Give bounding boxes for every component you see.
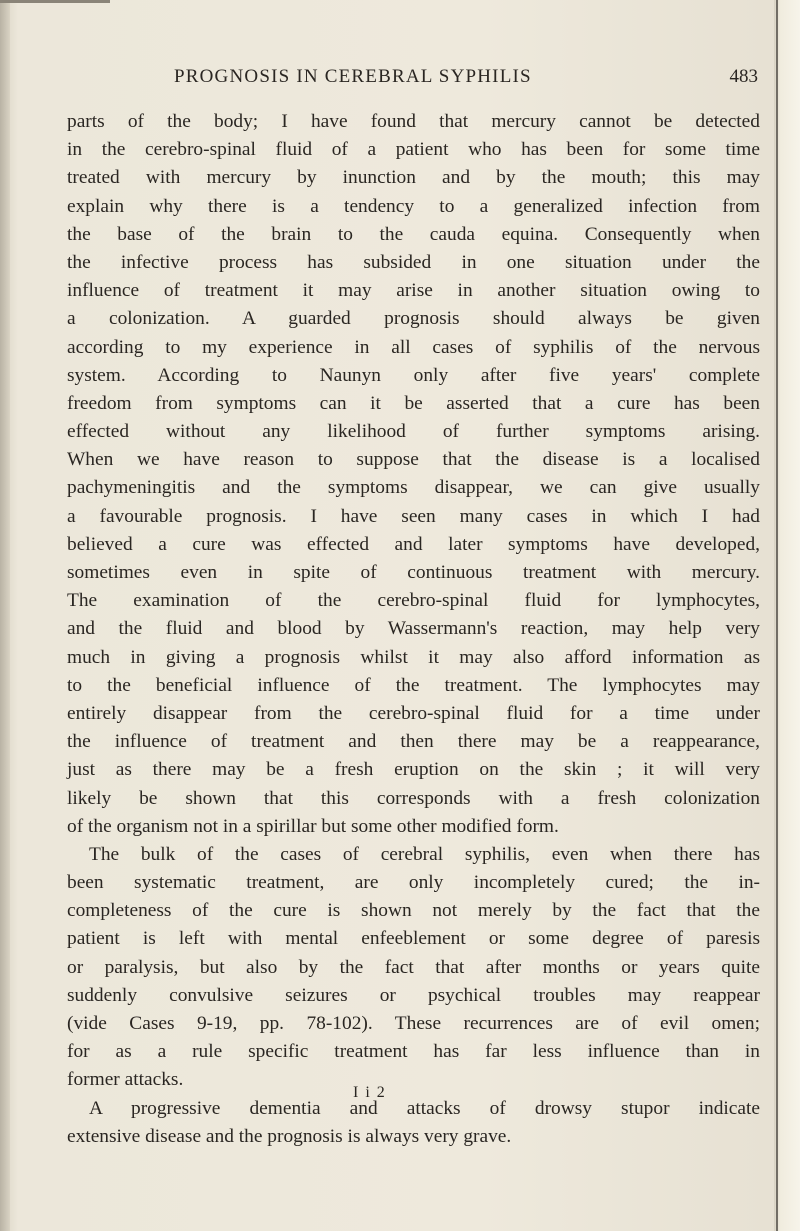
text-line: a colonization. A guarded prognosis should always be given <box>67 308 760 330</box>
text-line: or paralysis, but also by the fact that after months or years quite <box>67 956 760 978</box>
text-line: likely be shown that this corresponds with a fresh colonization <box>67 787 760 809</box>
page-gutter-shadow <box>0 0 10 1231</box>
text-line: just as there may be a fresh eruption on the skin ; it will very <box>67 759 760 781</box>
text-line: the base of the brain to the cauda equina. Consequently when <box>67 223 760 245</box>
text-line: treated with mercury by inunction and by the mouth; this may <box>67 167 760 189</box>
text-line: suddenly convulsive seizures or psychical troubles may reappear <box>67 984 760 1006</box>
text-line: a favourable prognosis. I have seen many cases in which I had <box>67 505 760 527</box>
top-edge-rule <box>0 0 110 3</box>
paragraph <box>67 841 760 1095</box>
text-line: system. According to Naunyn only after five years' complete <box>67 364 760 386</box>
text-line: freedom from symptoms can it be asserted that a cure has been <box>67 392 760 414</box>
text-line: much in giving a prognosis whilst it may also afford information as <box>67 646 760 668</box>
text-line: entirely disappear from the cerebro-spinal fluid for a time under <box>67 702 760 724</box>
text-line: parts of the body; I have found that mercury cannot be detected <box>67 111 760 132</box>
text-line: (vide Cases 9-19, pp. 78-102). These recurrences are of evil omen; <box>67 1013 760 1034</box>
text-line: The examination of the cerebro-spinal fluid for lymphocytes, <box>67 590 760 612</box>
text-line: of the organism not in a spirillar but some other modified form. <box>67 815 559 837</box>
text-line: the influence of treatment and then there may be a reappearance, <box>67 731 760 753</box>
signature-mark: I i 2 <box>353 1084 387 1101</box>
fore-edge-line <box>776 0 778 1231</box>
page-number: 483 <box>729 66 758 87</box>
text-line: extensive disease and the prognosis is always very grave. <box>67 1125 512 1147</box>
text-line: for as a rule specific treatment has far less influence than in <box>67 1041 760 1063</box>
text-line: the infective process has subsided in one situation under the <box>67 251 760 273</box>
body-text <box>67 108 760 1151</box>
text-line: patient is left with mental enfeeblement or some degree of paresis <box>67 928 760 950</box>
text-line: A progressive dementia and attacks of drowsy stupor indicate <box>89 1097 760 1119</box>
text-line: sometimes even in spite of continuous treatment with mercury. <box>67 562 760 583</box>
running-head <box>40 66 758 96</box>
text-line: believed a cure was effected and later symptoms have developed, <box>67 533 760 555</box>
text-line: former attacks. <box>67 1069 184 1091</box>
text-line: according to my experience in all cases of syphilis of the nervous <box>67 336 760 358</box>
text-line: pachymeningitis and the symptoms disappear, we can give usually <box>67 477 760 499</box>
text-line: When we have reason to suppose that the disease is a localised <box>67 449 760 471</box>
text-line: and the fluid and blood by Wassermann's reaction, may help very <box>67 618 760 640</box>
paragraph <box>67 108 760 841</box>
text-line: explain why there is a tendency to a generalized infection from <box>67 195 760 217</box>
paragraph <box>67 1095 760 1151</box>
text-line: been systematic treatment, are only incompletely cured; the in- <box>67 872 760 894</box>
text-line: in the cerebro-spinal fluid of a patient who has been for some time <box>67 139 760 161</box>
running-title: PROGNOSIS IN CEREBRAL SYPHILIS <box>174 66 532 87</box>
text-line: completeness of the cure is shown not merely by the fact that the <box>67 900 760 922</box>
text-line: effected without any likelihood of further symptoms arising. <box>67 421 760 443</box>
text-line: to the beneficial influence of the treatment. The lymphocytes may <box>67 674 760 696</box>
text-line: influence of treatment it may arise in another situation owing to <box>67 280 760 302</box>
text-line: The bulk of the cases of cerebral syphilis, even when there has <box>89 843 760 865</box>
